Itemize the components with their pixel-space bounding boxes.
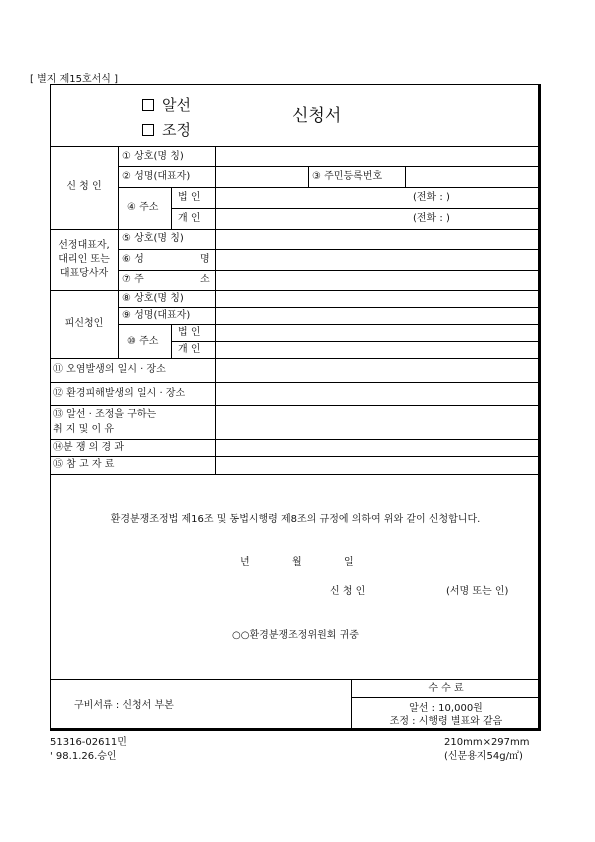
addressee: ○○환경분쟁조정위원회 귀중: [232, 630, 359, 641]
divider: [308, 166, 309, 187]
personal-label: 개 인: [178, 213, 201, 224]
signature-label: 신 청 인: [330, 586, 366, 597]
conciliation-option[interactable]: [142, 121, 191, 139]
divider: [118, 270, 541, 271]
divider: [171, 324, 172, 358]
personal-label: 개 인: [178, 344, 201, 355]
approval-date: ' 98.1.26.승인: [50, 751, 117, 762]
fee-conciliation: 조정 : 시행령 별표와 같음: [389, 716, 503, 727]
divider: [50, 382, 541, 383]
resident-number-label: ③ 주민등록번호: [312, 171, 383, 182]
divider: [50, 290, 541, 291]
dispute-history-label: ⑭분 쟁 의 경 과: [53, 442, 125, 453]
form-code: 51316-02611민: [50, 737, 127, 748]
divider: [215, 146, 216, 474]
pollution-occurrence-label: ⑪ 오염발생의 일시 · 장소: [53, 364, 166, 375]
divider: [171, 341, 541, 342]
form-number: [ 별지 제15호서식 ]: [30, 74, 119, 85]
paper-size: 210mm×297mm: [444, 737, 530, 748]
divider: [50, 405, 541, 406]
signature-hint: (서명 또는 인): [446, 586, 509, 597]
rep-trade-name-label: ⑤ 상호(명 칭): [122, 233, 184, 244]
damage-occurrence-label: ⑫ 환경피해발생의 일시 · 장소: [53, 388, 186, 399]
mediation-label: 알선: [162, 96, 191, 114]
statement: 환경분쟁조정법 제16조 및 동법시행령 제8조의 규정에 의하여 위와 같이 신청합니다.: [110, 514, 481, 525]
rep-address-label-end: 소: [200, 274, 210, 285]
date-day: 일: [344, 557, 354, 568]
attachments: 구비서류 : 신청서 부본: [74, 700, 174, 711]
divider: [118, 187, 541, 188]
divider: [351, 697, 541, 698]
checkbox-icon[interactable]: [142, 99, 154, 111]
representative-label-3: 대표당사자: [59, 268, 109, 279]
checkbox-icon[interactable]: [142, 124, 154, 136]
date-year: 년: [240, 557, 250, 568]
divider: [171, 208, 541, 209]
paper-type: (신문용지54g/㎡): [444, 751, 523, 762]
rep-name-label-end: 명: [200, 254, 210, 265]
divider: [50, 358, 541, 359]
date-month: 월: [292, 557, 302, 568]
conciliation-label: 조정: [162, 121, 191, 139]
purpose-label-1: ⑬ 알선 · 조정을 구하는: [53, 409, 157, 420]
divider: [50, 474, 541, 475]
representative-label-1: 선정대표자,: [58, 240, 110, 251]
phone-field: (전화 : ): [413, 213, 450, 224]
divider: [405, 166, 406, 187]
divider: [118, 307, 541, 308]
corp-label: 법 인: [178, 327, 201, 338]
applicant-name-label: ② 성명(대표자): [122, 171, 191, 182]
divider: [118, 249, 541, 250]
resp-address-label: ⑩ 주소: [127, 336, 159, 347]
phone-field: (전화 : ): [413, 192, 450, 203]
reference-label: ⑮ 참 고 자 료: [53, 459, 115, 470]
respondent-label: 피신청인: [64, 318, 104, 329]
divider: [50, 229, 541, 230]
applicant-trade-name-label: ① 상호(명 칭): [122, 151, 184, 162]
divider: [50, 679, 541, 680]
resp-trade-name-label: ⑧ 상호(명 칭): [122, 293, 184, 304]
divider: [50, 146, 541, 147]
divider: [50, 439, 541, 440]
rep-address-label: ⑦ 주: [122, 274, 144, 285]
form-title: 신청서: [292, 106, 342, 126]
resp-name-label: ⑨ 성명(대표자): [122, 310, 191, 321]
divider: [118, 166, 541, 167]
divider: [171, 187, 172, 229]
representative-label-2: 대리인 또는: [58, 254, 110, 265]
divider: [118, 146, 119, 358]
corp-label: 법 인: [178, 192, 201, 203]
applicant-address-label: ④ 주소: [127, 202, 159, 213]
divider: [118, 324, 541, 325]
purpose-label-2: 취 지 및 이 유: [53, 424, 115, 435]
rep-name-label: ⑥ 성: [122, 254, 144, 265]
applicant-label: 신 청 인: [66, 181, 102, 192]
fee-label: 수 수 료: [428, 683, 464, 694]
mediation-option[interactable]: [142, 96, 191, 114]
fee-mediation: 알선 : 10,000원: [409, 703, 483, 714]
divider: [50, 456, 541, 457]
